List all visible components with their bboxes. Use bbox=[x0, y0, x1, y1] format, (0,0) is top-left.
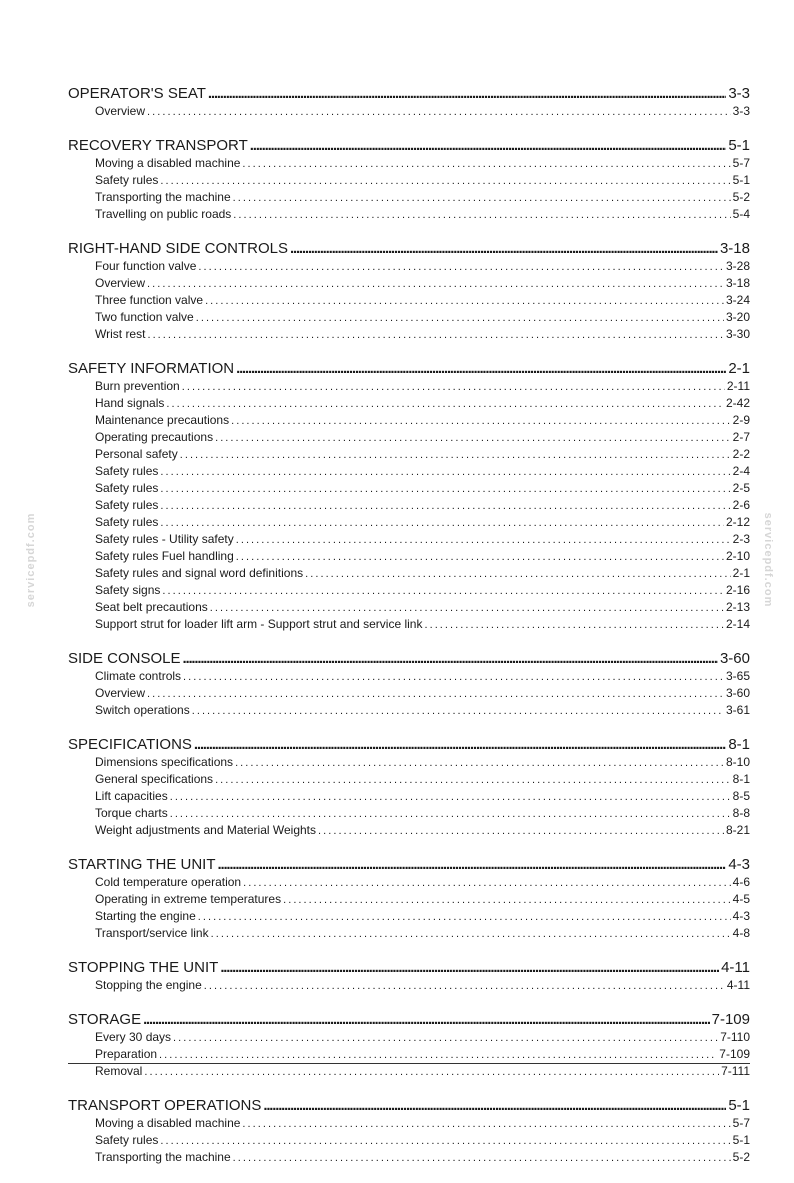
entry-label: Safety rules Fuel handling bbox=[95, 549, 234, 563]
toc-entry[interactable] bbox=[68, 480, 750, 497]
dot-leader bbox=[231, 413, 731, 429]
entry-label: Wrist rest bbox=[95, 327, 146, 341]
watermark-right: servicepdf.com bbox=[762, 512, 774, 608]
toc-entry[interactable] bbox=[68, 874, 750, 891]
entry-label: Operating precautions bbox=[95, 430, 214, 444]
dot-leader bbox=[211, 926, 731, 942]
dot-leader bbox=[233, 1150, 731, 1166]
entry-label: Switch operations bbox=[95, 703, 190, 717]
dot-leader bbox=[318, 823, 724, 839]
toc-entry[interactable] bbox=[68, 685, 750, 702]
dot-leader bbox=[196, 310, 724, 326]
section-heading[interactable] bbox=[68, 736, 750, 754]
section-page-number: 2-1 bbox=[728, 360, 750, 377]
toc-entry[interactable] bbox=[68, 548, 750, 565]
entry-page-number: 8-1 bbox=[732, 772, 750, 786]
entry-label: Safety rules bbox=[95, 1133, 159, 1147]
toc-section bbox=[68, 240, 750, 343]
entry-page-number: 2-4 bbox=[732, 464, 750, 478]
entry-label: Cold temperature operation bbox=[95, 875, 242, 889]
toc-entry[interactable] bbox=[68, 754, 750, 771]
dot-leader bbox=[198, 259, 724, 275]
entry-label: General specifications bbox=[95, 772, 214, 786]
dot-leader bbox=[220, 959, 719, 977]
dot-leader bbox=[204, 978, 725, 994]
entry-page-number: 2-3 bbox=[732, 532, 750, 546]
toc-entry[interactable] bbox=[68, 1046, 750, 1063]
entry-label: Transport/service link bbox=[95, 926, 209, 940]
dot-leader bbox=[243, 875, 731, 891]
dot-leader bbox=[192, 703, 724, 719]
entry-page-number: 8-10 bbox=[725, 755, 750, 769]
toc-entry[interactable] bbox=[68, 155, 750, 172]
toc-entry[interactable] bbox=[68, 206, 750, 223]
toc-entry[interactable] bbox=[68, 531, 750, 548]
bottom-rule bbox=[68, 1063, 750, 1064]
toc-entry[interactable] bbox=[68, 788, 750, 805]
table-of-contents bbox=[68, 85, 750, 1183]
entry-page-number: 7-110 bbox=[720, 1030, 750, 1044]
toc-entry[interactable] bbox=[68, 275, 750, 292]
toc-section bbox=[68, 650, 750, 719]
entry-page-number: 8-8 bbox=[732, 806, 750, 820]
toc-entry[interactable] bbox=[68, 1132, 750, 1149]
section-title: SPECIFICATIONS bbox=[68, 736, 192, 753]
toc-section bbox=[68, 959, 750, 994]
dot-leader bbox=[283, 892, 731, 908]
entry-label: Operating in extreme temperatures bbox=[95, 892, 282, 906]
dot-leader bbox=[215, 430, 731, 446]
section-page-number: 5-1 bbox=[728, 137, 750, 154]
dot-leader bbox=[194, 736, 726, 754]
entry-label: Overview bbox=[95, 104, 146, 118]
entry-label: Seat belt precautions bbox=[95, 600, 208, 614]
entry-page-number: 2-11 bbox=[726, 379, 750, 393]
entry-label: Hand signals bbox=[95, 396, 165, 410]
entry-page-number: 3-3 bbox=[732, 104, 750, 118]
entry-page-number: 2-14 bbox=[725, 617, 750, 631]
dot-leader bbox=[183, 650, 718, 668]
section-title: TRANSPORT OPERATIONS bbox=[68, 1097, 262, 1114]
dot-leader bbox=[198, 909, 731, 925]
entry-label: Lift capacities bbox=[95, 789, 168, 803]
toc-entry[interactable] bbox=[68, 1149, 750, 1166]
toc-entry[interactable] bbox=[68, 309, 750, 326]
dot-leader bbox=[180, 447, 731, 463]
toc-section bbox=[68, 856, 750, 942]
entry-page-number: 5-1 bbox=[732, 1133, 750, 1147]
entry-page-number: 3-61 bbox=[725, 703, 750, 717]
toc-entry[interactable] bbox=[68, 514, 750, 531]
toc-entry[interactable] bbox=[68, 908, 750, 925]
entry-label: Travelling on public roads bbox=[95, 207, 232, 221]
dot-leader bbox=[215, 772, 731, 788]
toc-entry[interactable] bbox=[68, 771, 750, 788]
dot-leader bbox=[160, 464, 730, 480]
entry-label: Stopping the engine bbox=[95, 978, 202, 992]
entry-page-number: 8-5 bbox=[732, 789, 750, 803]
dot-leader bbox=[162, 583, 724, 599]
entry-page-number: 2-12 bbox=[725, 515, 750, 529]
dot-leader bbox=[183, 669, 724, 685]
toc-entry[interactable] bbox=[68, 412, 750, 429]
toc-entry[interactable] bbox=[68, 805, 750, 822]
toc-entry[interactable] bbox=[68, 463, 750, 480]
section-page-number: 4-11 bbox=[721, 959, 750, 976]
section-heading[interactable] bbox=[68, 137, 750, 155]
entry-label: Starting the engine bbox=[95, 909, 196, 923]
dot-leader bbox=[250, 137, 727, 155]
entry-page-number: 2-9 bbox=[732, 413, 750, 427]
entry-page-number: 2-42 bbox=[725, 396, 750, 410]
toc-entry[interactable] bbox=[68, 1029, 750, 1046]
entry-label: Weight adjustments and Material Weights bbox=[95, 823, 316, 837]
dot-leader bbox=[205, 293, 724, 309]
entry-label: Preparation bbox=[95, 1047, 158, 1061]
toc-entry[interactable] bbox=[68, 977, 750, 994]
toc-section bbox=[68, 137, 750, 223]
dot-leader bbox=[147, 327, 724, 343]
toc-entry[interactable] bbox=[68, 395, 750, 412]
dot-leader bbox=[147, 686, 724, 702]
entry-page-number: 2-13 bbox=[725, 600, 750, 614]
toc-entry[interactable] bbox=[68, 258, 750, 275]
entry-label: Dimensions specifications bbox=[95, 755, 234, 769]
entry-label: Safety rules bbox=[95, 481, 159, 495]
dot-leader bbox=[236, 532, 731, 548]
toc-entry[interactable] bbox=[68, 103, 750, 120]
dot-leader bbox=[290, 240, 718, 258]
entry-page-number: 5-4 bbox=[732, 207, 750, 221]
dot-leader bbox=[236, 549, 724, 565]
section-heading[interactable] bbox=[68, 1097, 750, 1115]
section-heading[interactable] bbox=[68, 240, 750, 258]
dot-leader bbox=[166, 396, 724, 412]
entry-label: Safety rules bbox=[95, 464, 159, 478]
entry-page-number: 2-6 bbox=[732, 498, 750, 512]
entry-page-number: 5-2 bbox=[732, 190, 750, 204]
section-title: SIDE CONSOLE bbox=[68, 650, 181, 667]
toc-entry[interactable] bbox=[68, 1063, 750, 1080]
toc-section bbox=[68, 736, 750, 839]
toc-entry[interactable] bbox=[68, 822, 750, 839]
toc-entry[interactable] bbox=[68, 599, 750, 616]
entry-page-number: 7-111 bbox=[721, 1064, 750, 1078]
dot-leader bbox=[170, 789, 731, 805]
dot-leader bbox=[144, 1064, 719, 1080]
entry-label: Safety rules bbox=[95, 498, 159, 512]
dot-leader bbox=[242, 156, 730, 172]
entry-page-number: 5-1 bbox=[732, 173, 750, 187]
entry-label: Removal bbox=[95, 1064, 143, 1078]
toc-entry[interactable] bbox=[68, 292, 750, 309]
dot-leader bbox=[424, 617, 724, 633]
entry-page-number: 4-5 bbox=[732, 892, 750, 906]
dot-leader bbox=[170, 806, 731, 822]
dot-leader bbox=[160, 173, 730, 189]
dot-leader bbox=[208, 85, 726, 103]
section-title: RECOVERY TRANSPORT bbox=[68, 137, 248, 154]
section-title: OPERATOR'S SEAT bbox=[68, 85, 206, 102]
toc-entry[interactable] bbox=[68, 446, 750, 463]
entry-page-number: 2-7 bbox=[732, 430, 750, 444]
section-page-number: 4-3 bbox=[728, 856, 750, 873]
entry-label: Three function valve bbox=[95, 293, 204, 307]
entry-page-number: 5-7 bbox=[732, 1116, 750, 1130]
entry-page-number: 2-2 bbox=[732, 447, 750, 461]
entry-page-number: 2-16 bbox=[725, 583, 750, 597]
toc-entry[interactable] bbox=[68, 378, 750, 395]
toc-entry[interactable] bbox=[68, 172, 750, 189]
toc-entry[interactable] bbox=[68, 189, 750, 206]
dot-leader bbox=[233, 190, 731, 206]
dot-leader bbox=[235, 755, 724, 771]
toc-section bbox=[68, 360, 750, 633]
dot-leader bbox=[242, 1116, 730, 1132]
toc-entry[interactable] bbox=[68, 565, 750, 582]
toc-entry[interactable] bbox=[68, 925, 750, 942]
entry-label: Transporting the machine bbox=[95, 1150, 231, 1164]
section-heading[interactable] bbox=[68, 360, 750, 378]
entry-page-number: 3-60 bbox=[725, 686, 750, 700]
dot-leader bbox=[160, 515, 724, 531]
toc-entry[interactable] bbox=[68, 616, 750, 633]
entry-page-number: 3-65 bbox=[725, 669, 750, 683]
dot-leader bbox=[263, 1097, 726, 1115]
entry-label: Safety rules bbox=[95, 515, 159, 529]
entry-label: Maintenance precautions bbox=[95, 413, 230, 427]
section-title: SAFETY INFORMATION bbox=[68, 360, 235, 377]
section-title: STOPPING THE UNIT bbox=[68, 959, 219, 976]
dot-leader bbox=[173, 1030, 718, 1046]
entry-page-number: 4-8 bbox=[732, 926, 750, 940]
dot-leader bbox=[160, 481, 730, 497]
dot-leader bbox=[160, 498, 730, 514]
entry-page-number: 8-21 bbox=[725, 823, 750, 837]
dot-leader bbox=[218, 856, 727, 874]
entry-label: Every 30 days bbox=[95, 1030, 172, 1044]
dot-leader bbox=[147, 276, 724, 292]
dot-leader bbox=[236, 360, 726, 378]
entry-page-number: 5-2 bbox=[732, 1150, 750, 1164]
entry-label: Overview bbox=[95, 686, 146, 700]
section-heading[interactable] bbox=[68, 856, 750, 874]
entry-page-number: 5-7 bbox=[732, 156, 750, 170]
entry-page-number: 4-6 bbox=[732, 875, 750, 889]
entry-page-number: 2-10 bbox=[725, 549, 750, 563]
dot-leader bbox=[147, 104, 731, 120]
entry-page-number: 7-109 bbox=[719, 1047, 750, 1061]
section-title: STORAGE bbox=[68, 1011, 142, 1028]
entry-page-number: 2-1 bbox=[732, 566, 750, 580]
section-page-number: 7-109 bbox=[711, 1011, 750, 1028]
entry-label: Transporting the machine bbox=[95, 190, 231, 204]
section-page-number: 3-60 bbox=[719, 650, 750, 667]
dot-leader bbox=[143, 1011, 710, 1029]
entry-label: Safety rules bbox=[95, 173, 159, 187]
section-page-number: 8-1 bbox=[728, 736, 750, 753]
section-heading[interactable] bbox=[68, 959, 750, 977]
entry-label: Overview bbox=[95, 276, 146, 290]
entry-label: Support strut for loader lift arm - Support strut and service link bbox=[95, 617, 423, 631]
entry-label: Safety rules and signal word definitions bbox=[95, 566, 304, 580]
toc-section bbox=[68, 1097, 750, 1166]
toc-entry[interactable] bbox=[68, 429, 750, 446]
entry-page-number: 3-30 bbox=[725, 327, 750, 341]
section-page-number: 3-3 bbox=[728, 85, 750, 102]
entry-label: Moving a disabled machine bbox=[95, 156, 241, 170]
entry-label: Four function valve bbox=[95, 259, 197, 273]
section-heading[interactable] bbox=[68, 650, 750, 668]
dot-leader bbox=[159, 1047, 717, 1063]
entry-label: Safety rules - Utility safety bbox=[95, 532, 234, 546]
entry-page-number: 4-3 bbox=[732, 909, 750, 923]
section-page-number: 3-18 bbox=[719, 240, 750, 257]
entry-label: Torque charts bbox=[95, 806, 168, 820]
entry-page-number: 3-28 bbox=[725, 259, 750, 273]
entry-page-number: 3-24 bbox=[725, 293, 750, 307]
toc-entry[interactable] bbox=[68, 891, 750, 908]
dot-leader bbox=[160, 1133, 730, 1149]
toc-entry[interactable] bbox=[68, 582, 750, 599]
toc-entry[interactable] bbox=[68, 497, 750, 514]
entry-label: Personal safety bbox=[95, 447, 178, 461]
toc-section bbox=[68, 85, 750, 120]
entry-page-number: 2-5 bbox=[732, 481, 750, 495]
section-title: STARTING THE UNIT bbox=[68, 856, 216, 873]
dot-leader bbox=[233, 207, 730, 223]
dot-leader bbox=[210, 600, 724, 616]
dot-leader bbox=[182, 379, 725, 395]
section-heading[interactable] bbox=[68, 85, 750, 103]
watermark-left: servicepdf.com bbox=[25, 512, 37, 608]
entry-label: Safety signs bbox=[95, 583, 161, 597]
dot-leader bbox=[305, 566, 731, 582]
toc-entry[interactable] bbox=[68, 668, 750, 685]
entry-label: Moving a disabled machine bbox=[95, 1116, 241, 1130]
entry-label: Climate controls bbox=[95, 669, 182, 683]
entry-page-number: 3-18 bbox=[725, 276, 750, 290]
section-heading[interactable] bbox=[68, 1011, 750, 1029]
entry-page-number: 3-20 bbox=[725, 310, 750, 324]
toc-entry[interactable] bbox=[68, 326, 750, 343]
entry-page-number: 4-11 bbox=[726, 978, 750, 992]
entry-label: Two function valve bbox=[95, 310, 194, 324]
entry-label: Burn prevention bbox=[95, 379, 180, 393]
section-page-number: 5-1 bbox=[728, 1097, 750, 1114]
section-title: RIGHT-HAND SIDE CONTROLS bbox=[68, 240, 289, 257]
toc-entry[interactable] bbox=[68, 702, 750, 719]
toc-section bbox=[68, 1011, 750, 1080]
